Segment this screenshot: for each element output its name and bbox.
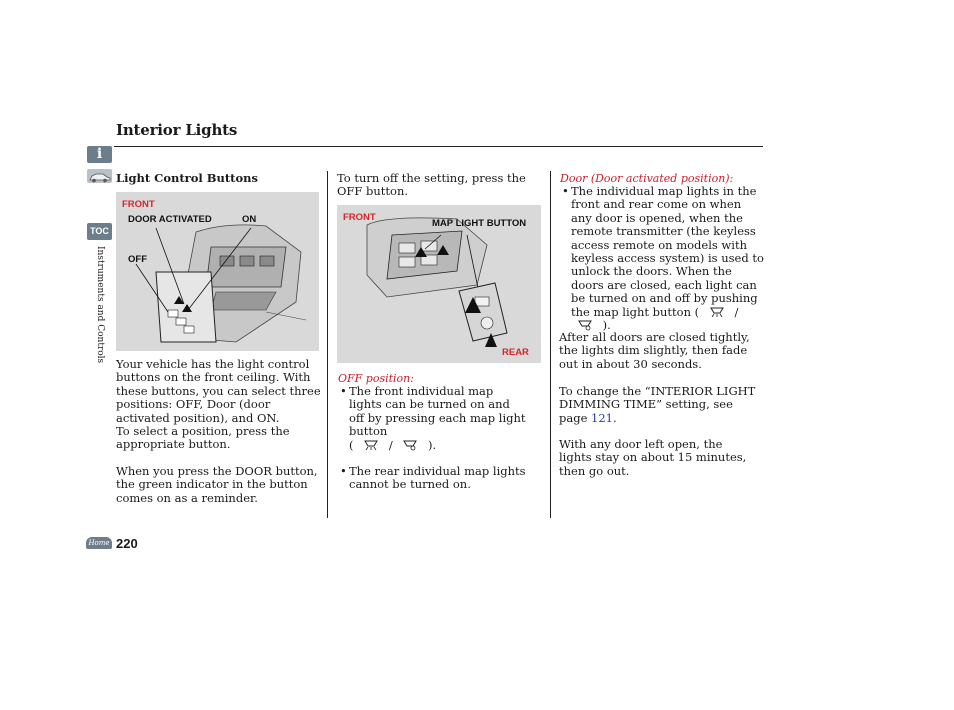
- figure-label-front: FRONT: [343, 212, 376, 223]
- list-item: • The rear individual map lights cannot be turned on.: [338, 465, 528, 492]
- figure-label-door-activated: DOOR ACTIVATED: [128, 214, 212, 225]
- map-light-front-icon: [363, 439, 379, 451]
- map-light-rear-icon: [402, 439, 418, 451]
- bullet-list: [560, 185, 764, 332]
- figure-label-on: ON: [242, 214, 257, 225]
- ceiling-buttons-figure: [116, 192, 319, 351]
- page-title: Interior Lights: [116, 121, 238, 139]
- paragraph: To change the “INTERIOR LIGHT DIMMING TIME” setting, see page 121.: [559, 384, 756, 425]
- toc-button[interactable]: TOC: [87, 223, 112, 240]
- list-item: • The individual map lights in the front and rear come on when any door is opened, when the remote transmitter (the keyless access remote on models with keyless access system) is used to unlock the doors. When the doors are closed, each light can be turned on and off by pushing the map light button ( / ).: [560, 185, 764, 332]
- figure-label-off: OFF: [128, 254, 147, 265]
- section-label: Instruments and Controls: [95, 246, 105, 364]
- off-position-heading: OFF position:: [338, 372, 414, 385]
- figure-label-map-light-button: MAP LIGHT BUTTON: [432, 218, 527, 229]
- paragraph: With any door left open, the lights stay on about 15 minutes, then go out.: [559, 437, 747, 478]
- map-light-figure: [337, 205, 541, 363]
- title-rule: [114, 146, 763, 147]
- paragraph: After all doors are closed tightly, the lights dim slightly, then fade out in about 30 seconds.: [559, 330, 750, 371]
- figure-label-front: FRONT: [122, 199, 155, 210]
- paragraph: Your vehicle has the light control buttons on the front ceiling. With these buttons, you can select three positions: OFF, Door (door activated position), and ON. To select a position, press the appropriate button. When you press the DOOR button, the green indicator in the button comes on as a reminder.: [116, 357, 321, 505]
- column-divider: [550, 171, 551, 518]
- column-divider: [327, 171, 328, 518]
- figure-label-rear: REAR: [502, 347, 529, 358]
- page-link[interactable]: 121: [591, 410, 613, 425]
- list-item: • The front individual map lights can be turned on and off by pressing each map light button ( / ).: [338, 385, 528, 452]
- bullet-list: [338, 385, 528, 492]
- home-button[interactable]: Home: [86, 537, 112, 549]
- page-number: 220: [116, 536, 138, 551]
- map-light-front-icon: [709, 306, 725, 318]
- info-icon[interactable]: i: [87, 146, 112, 163]
- paragraph: To turn off the setting, press the OFF button.: [337, 171, 526, 199]
- section-heading: Light Control Buttons: [116, 171, 258, 185]
- door-position-heading: Door (Door activated position):: [560, 172, 734, 185]
- car-icon[interactable]: [87, 169, 112, 183]
